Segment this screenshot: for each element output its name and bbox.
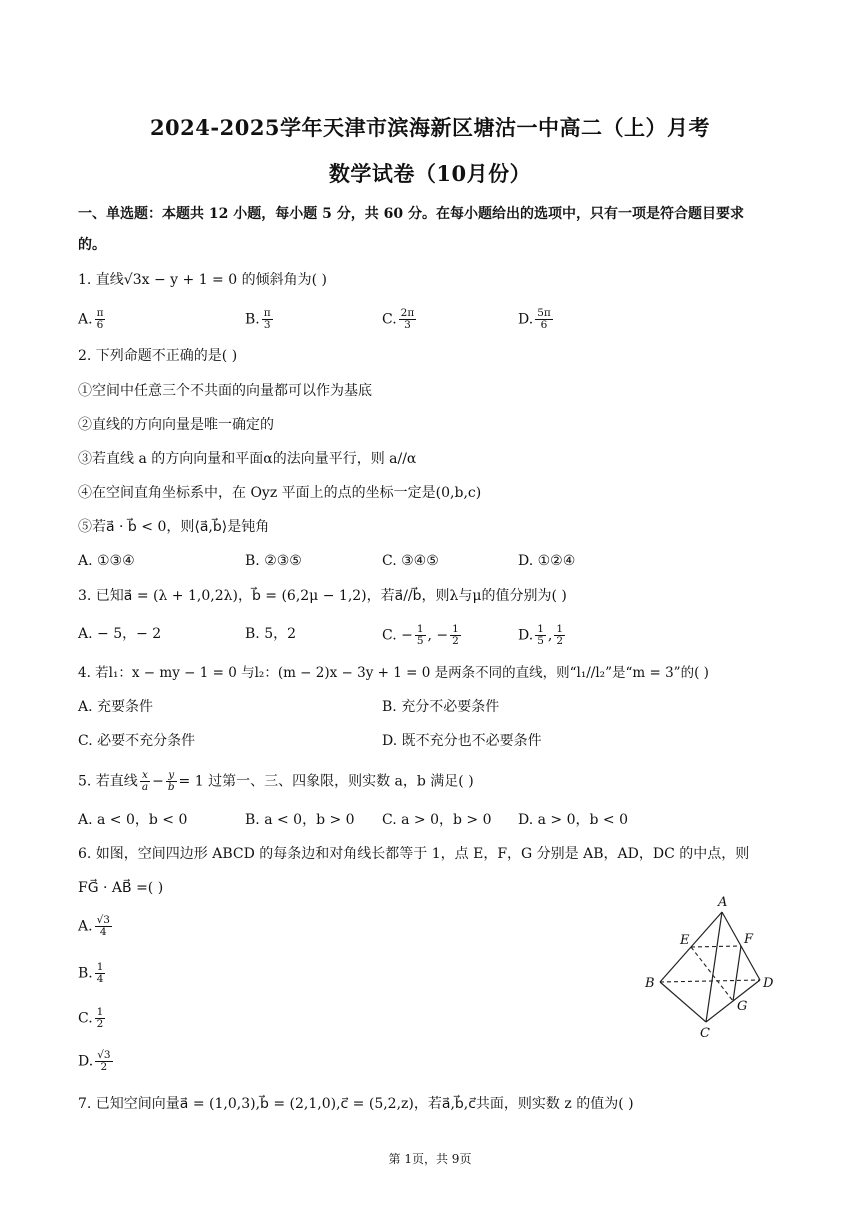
q3-option-a: A. − 5，− 2: [78, 626, 162, 642]
fraction: $\frac{√3}{2}$: [97, 1049, 111, 1073]
fraction: $\frac{1}{2}$: [96, 1006, 104, 1030]
q2-statement-5: ⑤若a⃗ · b⃗ < 0，则⟨a⃗,b⃗⟩是钝角: [78, 519, 270, 535]
segment-eg-hidden: [691, 947, 733, 1001]
edge-bd-hidden: [660, 980, 760, 982]
label-f: F: [744, 932, 754, 947]
q3-stem: 3. 已知a⃗ = (λ + 1,0,2λ)，b⃗ = (6,2μ − 1,2)，若a⃗//b⃗，则λ与μ的值分别为( ): [78, 588, 567, 604]
q6-option-a: A. $\frac{√3}{4}$: [78, 914, 110, 938]
section-heading-cont: 的。: [78, 237, 106, 253]
fraction: $\frac{1}{2}$: [556, 623, 564, 647]
q5-option-d: D. a > 0，b < 0: [518, 812, 629, 828]
segment-ef-hidden: [691, 946, 741, 947]
label-c: C: [700, 1026, 710, 1040]
fraction: $\frac{1}{5}$: [537, 623, 544, 647]
edge-bc: [660, 982, 706, 1022]
label-g: G: [737, 999, 748, 1014]
fraction: $\frac{y}{b}$: [167, 769, 175, 793]
q5-option-b: B. a < 0，b > 0: [245, 812, 355, 828]
q2-stem: 2. 下列命题不正确的是( ): [78, 348, 238, 364]
fraction: $\frac{2\pi}{3}$: [400, 307, 415, 331]
q4-option-b: B. 充分不必要条件: [382, 699, 500, 715]
q6-stem-cont: FG⃗ · AB⃗ =( ): [78, 880, 164, 896]
option-label: D.: [518, 311, 534, 328]
exam-title-line2: 数学试卷（10月份）: [328, 161, 532, 186]
section-heading: 一、单选题：本题共 12 小题，每小题 5 分，共 60 分。在每小题给出的选项中，只有一项是符合题目要求: [78, 206, 744, 222]
q2-option-b: B. ②③⑤: [245, 553, 302, 569]
fraction: $\frac{\pi}{3}$: [263, 307, 271, 331]
option-label: B.: [245, 311, 260, 328]
label-b: B: [645, 976, 655, 991]
q4-option-d: D. 既不充分也不必要条件: [382, 733, 542, 749]
q4-option-a: A. 充要条件: [78, 699, 154, 715]
q6-option-d: D. $\frac{√3}{2}$: [78, 1049, 111, 1073]
option-label: C.: [382, 311, 397, 328]
q4-option-c: C. 必要不充分条件: [78, 733, 196, 749]
label-e: E: [680, 933, 690, 948]
label-a: A: [718, 895, 728, 910]
edge-ac: [706, 912, 722, 1022]
fraction: $\frac{5\pi}{6}$: [537, 307, 551, 331]
tetrahedron-figure: [640, 890, 785, 1040]
label-d: D: [763, 976, 774, 991]
option-label: A.: [78, 311, 93, 328]
q1-stem: 1. 直线√3x − y + 1 = 0 的倾斜角为( ): [78, 272, 327, 288]
q1-option-b: [245, 308, 275, 331]
q2-statement-3: ③若直线 a 的方向向量和平面α的法向量平行，则 a//α: [78, 451, 417, 467]
q6-stem: 6. 如图，空间四边形 ABCD 的每条边和对角线长都等于 1，点 E，F，G 分别是 AB，AD，DC 的中点，则: [78, 846, 750, 862]
fraction: $\frac{1}{5}$: [416, 623, 424, 647]
exam-title-line1: 2024-2025学年天津市滨海新区塘沽一中高二（上）月考: [149, 115, 711, 140]
q5-option-a: A. a < 0，b < 0: [78, 812, 188, 828]
q5-option-c: C. a > 0，b > 0: [382, 812, 492, 828]
fraction: $\frac{x}{a}$: [141, 769, 149, 793]
q3-option-d: D. $\frac{1}{5}$ , $\frac{1}{2}$: [518, 623, 564, 647]
q6-option-c: C. $\frac{1}{2}$: [78, 1006, 104, 1030]
q6-option-b: B. $\frac{1}{4}$: [78, 961, 104, 985]
fraction: $\frac{1}{4}$: [96, 961, 104, 985]
q1-option-a: [78, 308, 107, 331]
q2-statement-4: ④在空间直角坐标系中，在 Oyz 平面上的点的坐标一定是(0,b,c): [78, 485, 482, 501]
page-footer: 第 1页，共 9页: [388, 1152, 472, 1166]
fraction: $\frac{\pi}{6}$: [96, 307, 104, 331]
fraction: $\frac{1}{2}$: [452, 623, 459, 647]
q7-stem: 7. 已知空间向量a⃗ = (1,0,3),b⃗ = (2,1,0),c⃗ = (5,2,z)，若a⃗,b⃗,c⃗共面，则实数 z 的值为( ): [78, 1096, 634, 1112]
q1-option-d: [518, 308, 555, 331]
segment-fg: [733, 946, 741, 1001]
q2-option-a: A. ①③④: [78, 553, 135, 569]
q2-statement-1: ①空间中任意三个不共面的向量都可以作为基底: [78, 383, 372, 399]
q5-stem: 5. 若直线 $\frac{x}{a}$ − $\frac{y}{b}$ = 1 过第一、三、四象限，则实数 a，b 满足( ): [78, 769, 474, 793]
fraction: $\frac{√3}{4}$: [96, 914, 110, 938]
q3-option-c: C. − $\frac{1}{5}$ , − $\frac{1}{2}$: [382, 623, 459, 647]
q3-option-b: B. 5，2: [245, 626, 297, 642]
q4-stem: 4. 若l₁：x − my − 1 = 0 与l₂：(m − 2)x − 3y + 1 = 0 是两条不同的直线，则“l₁//l₂”是“m = 3”的( ): [78, 665, 709, 681]
q1-option-c: [382, 308, 418, 331]
q2-statement-2: ②直线的方向向量是唯一确定的: [78, 417, 274, 433]
q2-option-d: D. ①②④: [518, 553, 576, 569]
q2-option-c: C. ③④⑤: [382, 553, 439, 569]
